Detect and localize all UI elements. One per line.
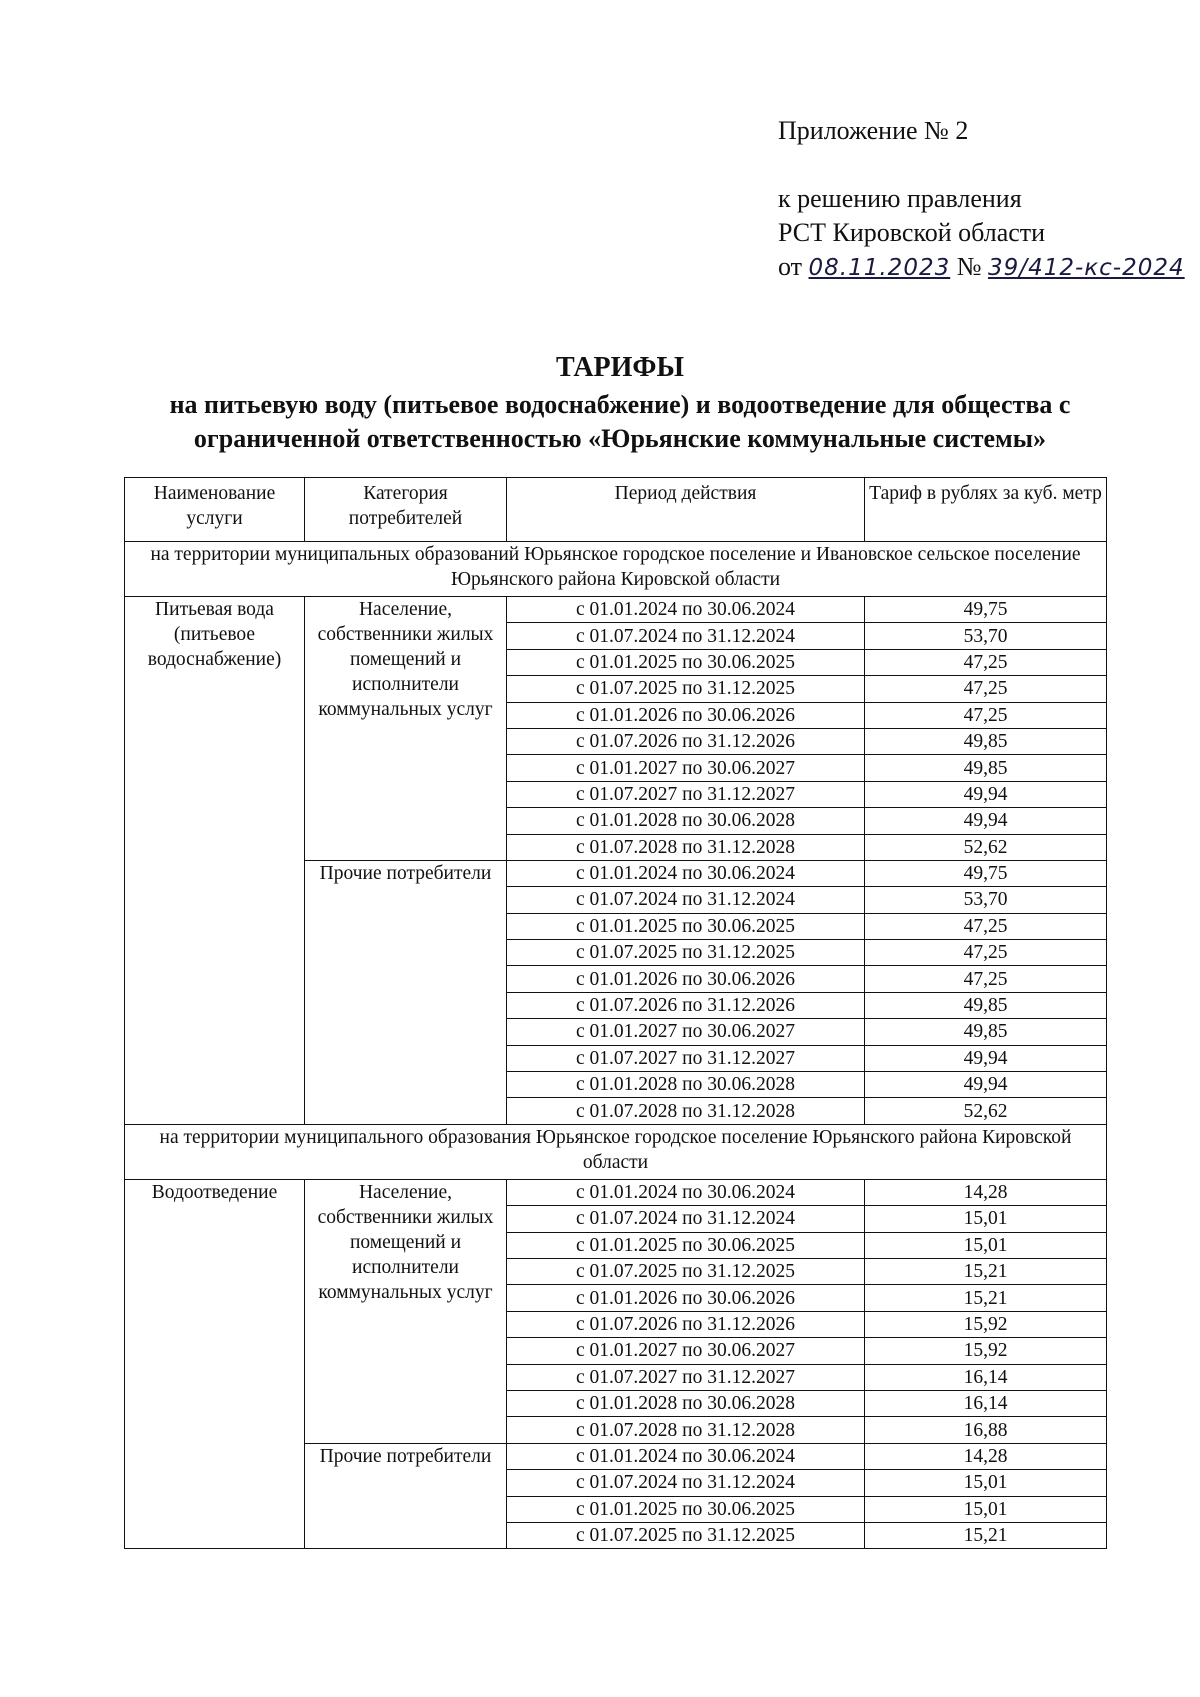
header-period: Период действия [507, 478, 865, 542]
consumer-category: Население, собственники жилых помещений и исполнители коммунальных услуг [305, 1179, 507, 1443]
decision-date: 08.11.2023 [808, 255, 951, 281]
period-cell: с 01.01.2024 по 30.06.2024 [507, 597, 865, 623]
period-cell: с 01.07.2028 по 31.12.2028 [507, 1098, 865, 1124]
title-main: ТАРИФЫ [556, 352, 684, 383]
decision-line-1: к решению правления [778, 184, 1022, 213]
header-tariff: Тариф в рублях за куб. метр [865, 478, 1107, 542]
tariff-cell: 15,21 [865, 1258, 1107, 1284]
tariff-cell: 47,25 [865, 940, 1107, 966]
consumer-category: Прочие потребители [305, 1443, 507, 1549]
tariff-cell: 53,70 [865, 623, 1107, 649]
period-cell: с 01.07.2025 по 31.12.2025 [507, 1522, 865, 1548]
period-cell: с 01.07.2025 по 31.12.2025 [507, 940, 865, 966]
period-cell: с 01.07.2026 по 31.12.2026 [507, 1311, 865, 1337]
tariff-cell: 49,85 [865, 992, 1107, 1018]
tariff-cell: 15,01 [865, 1206, 1107, 1232]
tariff-cell: 15,92 [865, 1338, 1107, 1364]
tariff-table [124, 477, 1107, 1549]
tariff-cell: 15,21 [865, 1522, 1107, 1548]
tariff-cell: 53,70 [865, 887, 1107, 913]
decision-from: от [778, 252, 803, 281]
header-category: Категория потребителей [305, 478, 507, 542]
title-subtitle: на питьевую воду (питьевое водоснабжение) и водоотведение для общества с ограниченной ответственностью «Юрьянские коммунальные системы» [169, 390, 1071, 453]
period-cell: с 01.07.2028 по 31.12.2028 [507, 834, 865, 860]
period-cell: с 01.01.2026 по 30.06.2026 [507, 702, 865, 728]
document-title [120, 350, 1120, 456]
appendix-label: Приложение № 2 [778, 116, 969, 145]
table-row [125, 597, 1107, 623]
tariff-cell: 49,85 [865, 1019, 1107, 1045]
territory-label: на территории муниципального образования Юрьянское городское поселение Юрьянского района Кировской области [125, 1124, 1107, 1179]
table-row [125, 1179, 1107, 1205]
tariff-cell: 15,01 [865, 1470, 1107, 1496]
period-cell: с 01.07.2025 по 31.12.2025 [507, 1258, 865, 1284]
tariff-cell: 49,94 [865, 808, 1107, 834]
tariff-cell: 16,14 [865, 1364, 1107, 1390]
decision-line-2: РСТ Кировской области [778, 218, 1046, 247]
period-cell: с 01.01.2028 по 30.06.2028 [507, 1390, 865, 1416]
tariff-cell: 15,01 [865, 1496, 1107, 1522]
period-cell: с 01.01.2025 по 30.06.2025 [507, 1496, 865, 1522]
tariff-cell: 52,62 [865, 1098, 1107, 1124]
territory-row [125, 542, 1107, 597]
tariff-cell: 16,14 [865, 1390, 1107, 1416]
period-cell: с 01.07.2026 по 31.12.2026 [507, 728, 865, 754]
tariff-cell: 49,85 [865, 755, 1107, 781]
consumer-category: Население, собственники жилых помещений и исполнители коммунальных услуг [305, 597, 507, 861]
header-service: Наименование услуги [125, 478, 305, 542]
decision-number-label: № [956, 252, 982, 281]
tariff-cell: 47,25 [865, 913, 1107, 939]
tariff-cell: 49,94 [865, 1072, 1107, 1098]
period-cell: с 01.01.2025 по 30.06.2025 [507, 649, 865, 675]
tariff-cell: 49,85 [865, 728, 1107, 754]
period-cell: с 01.01.2026 по 30.06.2026 [507, 1285, 865, 1311]
decision-number: 39/412-кс-2024 [988, 255, 1185, 281]
tariff-cell: 47,25 [865, 966, 1107, 992]
period-cell: с 01.01.2024 по 30.06.2024 [507, 1443, 865, 1469]
period-cell: с 01.07.2027 по 31.12.2027 [507, 1364, 865, 1390]
period-cell: с 01.01.2025 по 30.06.2025 [507, 1232, 865, 1258]
tariff-cell: 49,75 [865, 597, 1107, 623]
service-name: Водоотведение [125, 1179, 305, 1548]
period-cell: с 01.01.2024 по 30.06.2024 [507, 1179, 865, 1205]
period-cell: с 01.01.2027 по 30.06.2027 [507, 755, 865, 781]
period-cell: с 01.07.2028 по 31.12.2028 [507, 1417, 865, 1443]
period-cell: с 01.01.2026 по 30.06.2026 [507, 966, 865, 992]
tariff-cell: 47,25 [865, 649, 1107, 675]
period-cell: с 01.07.2024 по 31.12.2024 [507, 887, 865, 913]
period-cell: с 01.01.2025 по 30.06.2025 [507, 913, 865, 939]
table-body [125, 542, 1107, 1549]
tariff-cell: 47,25 [865, 702, 1107, 728]
tariff-cell: 15,01 [865, 1232, 1107, 1258]
tariff-cell: 49,94 [865, 1045, 1107, 1071]
period-cell: с 01.01.2027 по 30.06.2027 [507, 1338, 865, 1364]
period-cell: с 01.01.2028 по 30.06.2028 [507, 808, 865, 834]
decision-reference [778, 182, 1185, 285]
period-cell: с 01.07.2024 по 31.12.2024 [507, 1206, 865, 1232]
tariff-cell: 49,94 [865, 781, 1107, 807]
period-cell: с 01.07.2026 по 31.12.2026 [507, 992, 865, 1018]
consumer-category: Прочие потребители [305, 860, 507, 1124]
period-cell: с 01.07.2025 по 31.12.2025 [507, 676, 865, 702]
tariff-cell: 52,62 [865, 834, 1107, 860]
tariff-cell: 15,92 [865, 1311, 1107, 1337]
table-header-row [125, 478, 1107, 542]
tariff-cell: 16,88 [865, 1417, 1107, 1443]
period-cell: с 01.07.2027 по 31.12.2027 [507, 1045, 865, 1071]
tariff-cell: 14,28 [865, 1443, 1107, 1469]
territory-label: на территории муниципальных образований Юрьянское городское поселение и Ивановское сельское поселение Юрьянского района Кировской области [125, 542, 1107, 597]
territory-row [125, 1124, 1107, 1179]
tariff-cell: 15,21 [865, 1285, 1107, 1311]
period-cell: с 01.07.2024 по 31.12.2024 [507, 623, 865, 649]
period-cell: с 01.07.2027 по 31.12.2027 [507, 781, 865, 807]
tariff-cell: 14,28 [865, 1179, 1107, 1205]
period-cell: с 01.07.2024 по 31.12.2024 [507, 1470, 865, 1496]
service-name: Питьевая вода (питьевое водоснабжение) [125, 597, 305, 1125]
period-cell: с 01.01.2027 по 30.06.2027 [507, 1019, 865, 1045]
period-cell: с 01.01.2028 по 30.06.2028 [507, 1072, 865, 1098]
period-cell: с 01.01.2024 по 30.06.2024 [507, 860, 865, 886]
decision-line-3 [778, 250, 1185, 285]
tariff-cell: 47,25 [865, 676, 1107, 702]
tariff-cell: 49,75 [865, 860, 1107, 886]
